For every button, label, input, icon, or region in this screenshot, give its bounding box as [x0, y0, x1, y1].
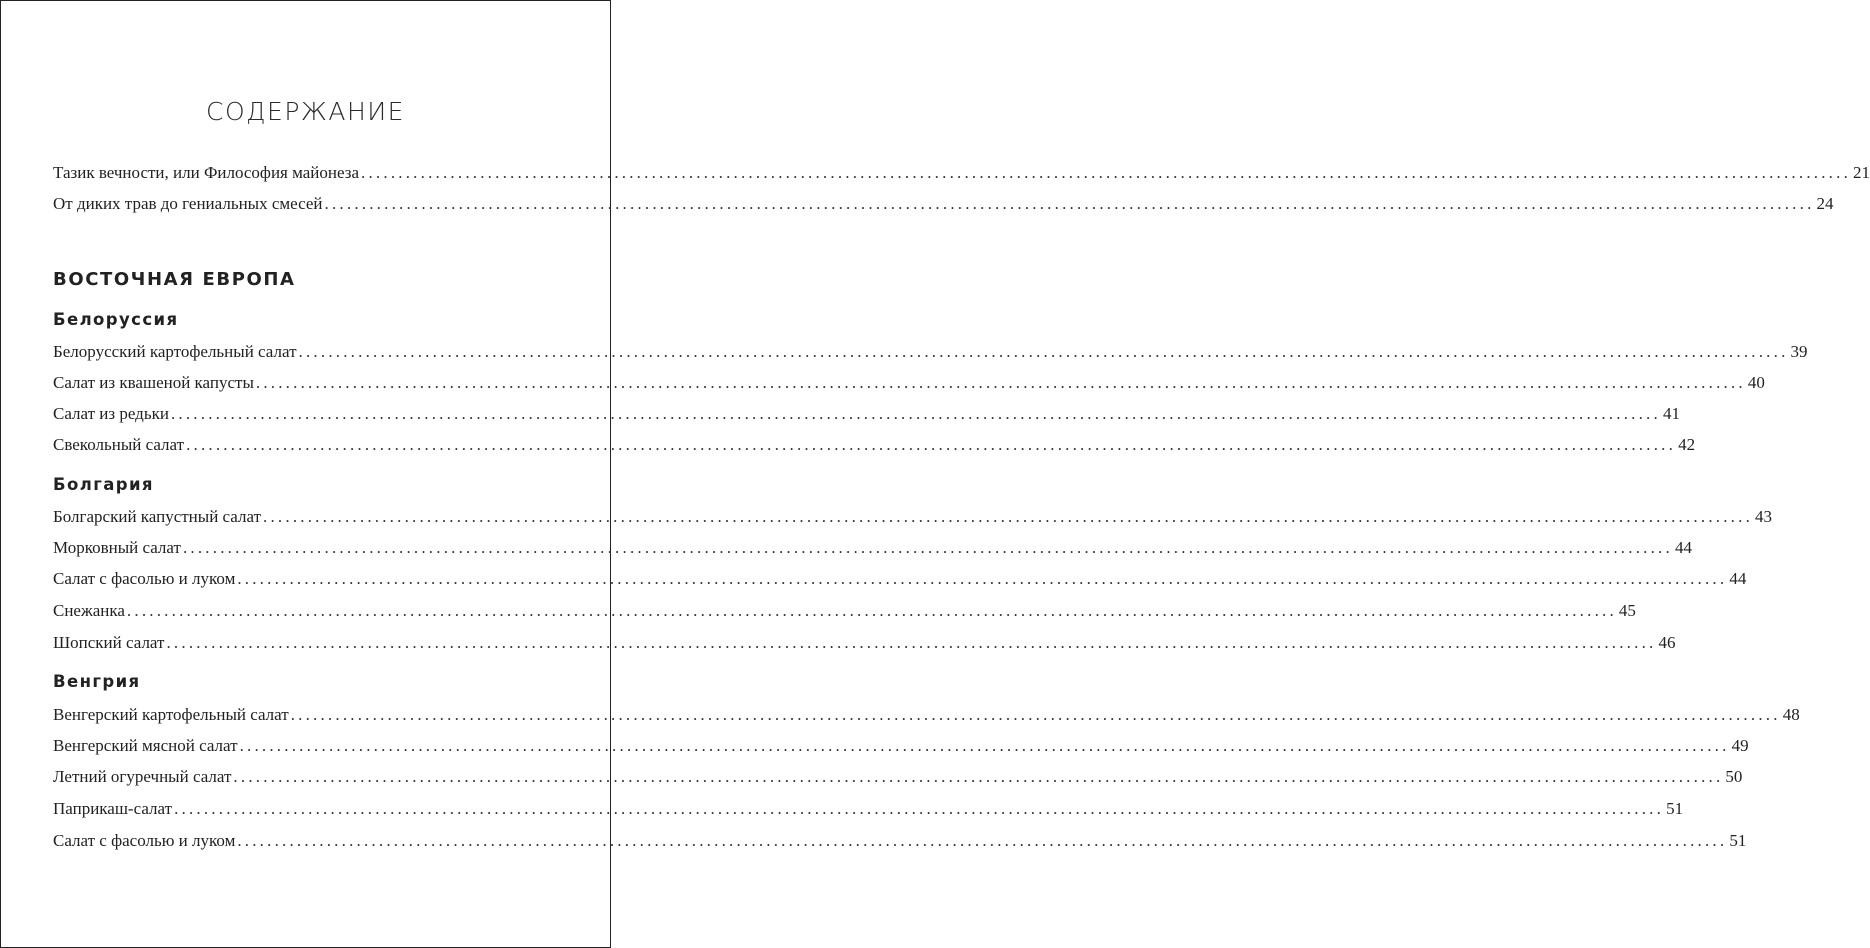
toc-entry[interactable]: [53, 831, 1747, 851]
toc-entry-label: Морковный салат: [53, 538, 181, 557]
dot-leader: ........................................................................................................................................................................................................: [182, 538, 1673, 557]
toc-entry-page: 46: [1658, 633, 1676, 652]
country-heading: Болгария: [53, 475, 154, 494]
toc-entry-label: Салат из редьки: [53, 404, 169, 423]
toc-entry-label: Свекольный салат: [53, 435, 185, 454]
toc-entry-label: Белорусский картофельный салат: [53, 342, 297, 361]
dot-leader: ........................................................................................................................................................................................................: [186, 435, 1677, 454]
toc-entry[interactable]: [53, 163, 1870, 183]
country-heading: Венгрия: [53, 672, 141, 691]
toc-entry-label: От диких трав до гениальных смесей: [53, 194, 323, 213]
toc-entry-page: 24: [1816, 194, 1834, 213]
dot-leader: ........................................................................................................................................................................................................: [237, 569, 1728, 588]
dot-leader: ........................................................................................................................................................................................................: [170, 404, 1661, 423]
dot-leader: ........................................................................................................................................................................................................: [361, 163, 1852, 182]
toc-entry-page: 42: [1678, 435, 1696, 454]
dot-leader: ........................................................................................................................................................................................................: [233, 767, 1724, 786]
toc-entry[interactable]: [53, 767, 1743, 787]
dot-leader: ........................................................................................................................................................................................................: [324, 194, 1815, 213]
toc-entry[interactable]: [53, 601, 1636, 621]
toc-entry-page: 50: [1725, 767, 1743, 786]
dot-leader: ........................................................................................................................................................................................................: [239, 736, 1730, 755]
toc-entry-label: Венгерский картофельный салат: [53, 705, 289, 724]
toc-entry-page: 51: [1729, 831, 1747, 850]
dot-leader: ........................................................................................................................................................................................................: [290, 705, 1781, 724]
page-title: СОДЕРЖАНИЕ: [206, 97, 405, 126]
toc-entry-page: 43: [1755, 507, 1773, 526]
toc-entry-page: 44: [1729, 569, 1747, 588]
dot-leader: ........................................................................................................................................................................................................: [255, 373, 1746, 392]
toc-entry-label: Шопский салат: [53, 633, 165, 652]
toc-entry-label: Салат с фасолью и луком: [53, 831, 236, 850]
toc-entry[interactable]: [53, 194, 1834, 214]
toc-entry-label: Летний огуречный салат: [53, 767, 232, 786]
dot-leader: ........................................................................................................................................................................................................: [126, 601, 1617, 620]
toc-entry-page: 40: [1747, 373, 1765, 392]
toc-entry-page: 41: [1662, 404, 1680, 423]
toc-entry-page: 49: [1731, 736, 1749, 755]
toc-entry-label: Венгерский мясной салат: [53, 736, 238, 755]
toc-entry-page: 44: [1674, 538, 1692, 557]
dot-leader: ........................................................................................................................................................................................................: [298, 342, 1789, 361]
toc-entry-page: 39: [1790, 342, 1808, 361]
dot-leader: ........................................................................................................................................................................................................: [174, 799, 1665, 818]
toc-entry-label: Тазик вечности, или Философия майонеза: [53, 163, 360, 182]
toc-entry[interactable]: [53, 538, 1692, 558]
toc-entry-label: Салат из квашеной капусты: [53, 373, 254, 392]
toc-entry[interactable]: [53, 569, 1747, 589]
country-heading: Белоруссия: [53, 310, 179, 329]
toc-entry[interactable]: [53, 705, 1800, 725]
toc-entry[interactable]: [53, 799, 1684, 819]
toc-entry[interactable]: [53, 507, 1773, 527]
toc-entry-label: Болгарский капустный салат: [53, 507, 262, 526]
toc-entry[interactable]: [53, 736, 1749, 756]
toc-entry-label: Салат с фасолью и луком: [53, 569, 236, 588]
toc-entry[interactable]: [53, 404, 1680, 424]
dot-leader: ........................................................................................................................................................................................................: [166, 633, 1657, 652]
dot-leader: ........................................................................................................................................................................................................: [237, 831, 1728, 850]
dot-leader: ........................................................................................................................................................................................................: [263, 507, 1754, 526]
toc-entry-label: Паприкаш-салат: [53, 799, 173, 818]
toc-entry-page: 51: [1666, 799, 1684, 818]
toc-entry-page: 21: [1853, 163, 1870, 182]
toc-entry[interactable]: [53, 342, 1808, 362]
toc-entry-page: 48: [1782, 705, 1800, 724]
section-heading: ВОСТОЧНАЯ ЕВРОПА: [53, 269, 296, 290]
toc-entry[interactable]: [53, 373, 1765, 393]
toc-entry-label: Снежанка: [53, 601, 125, 620]
toc-entry[interactable]: [53, 633, 1676, 653]
toc-entry-page: 45: [1618, 601, 1636, 620]
toc-entry[interactable]: [53, 435, 1696, 455]
